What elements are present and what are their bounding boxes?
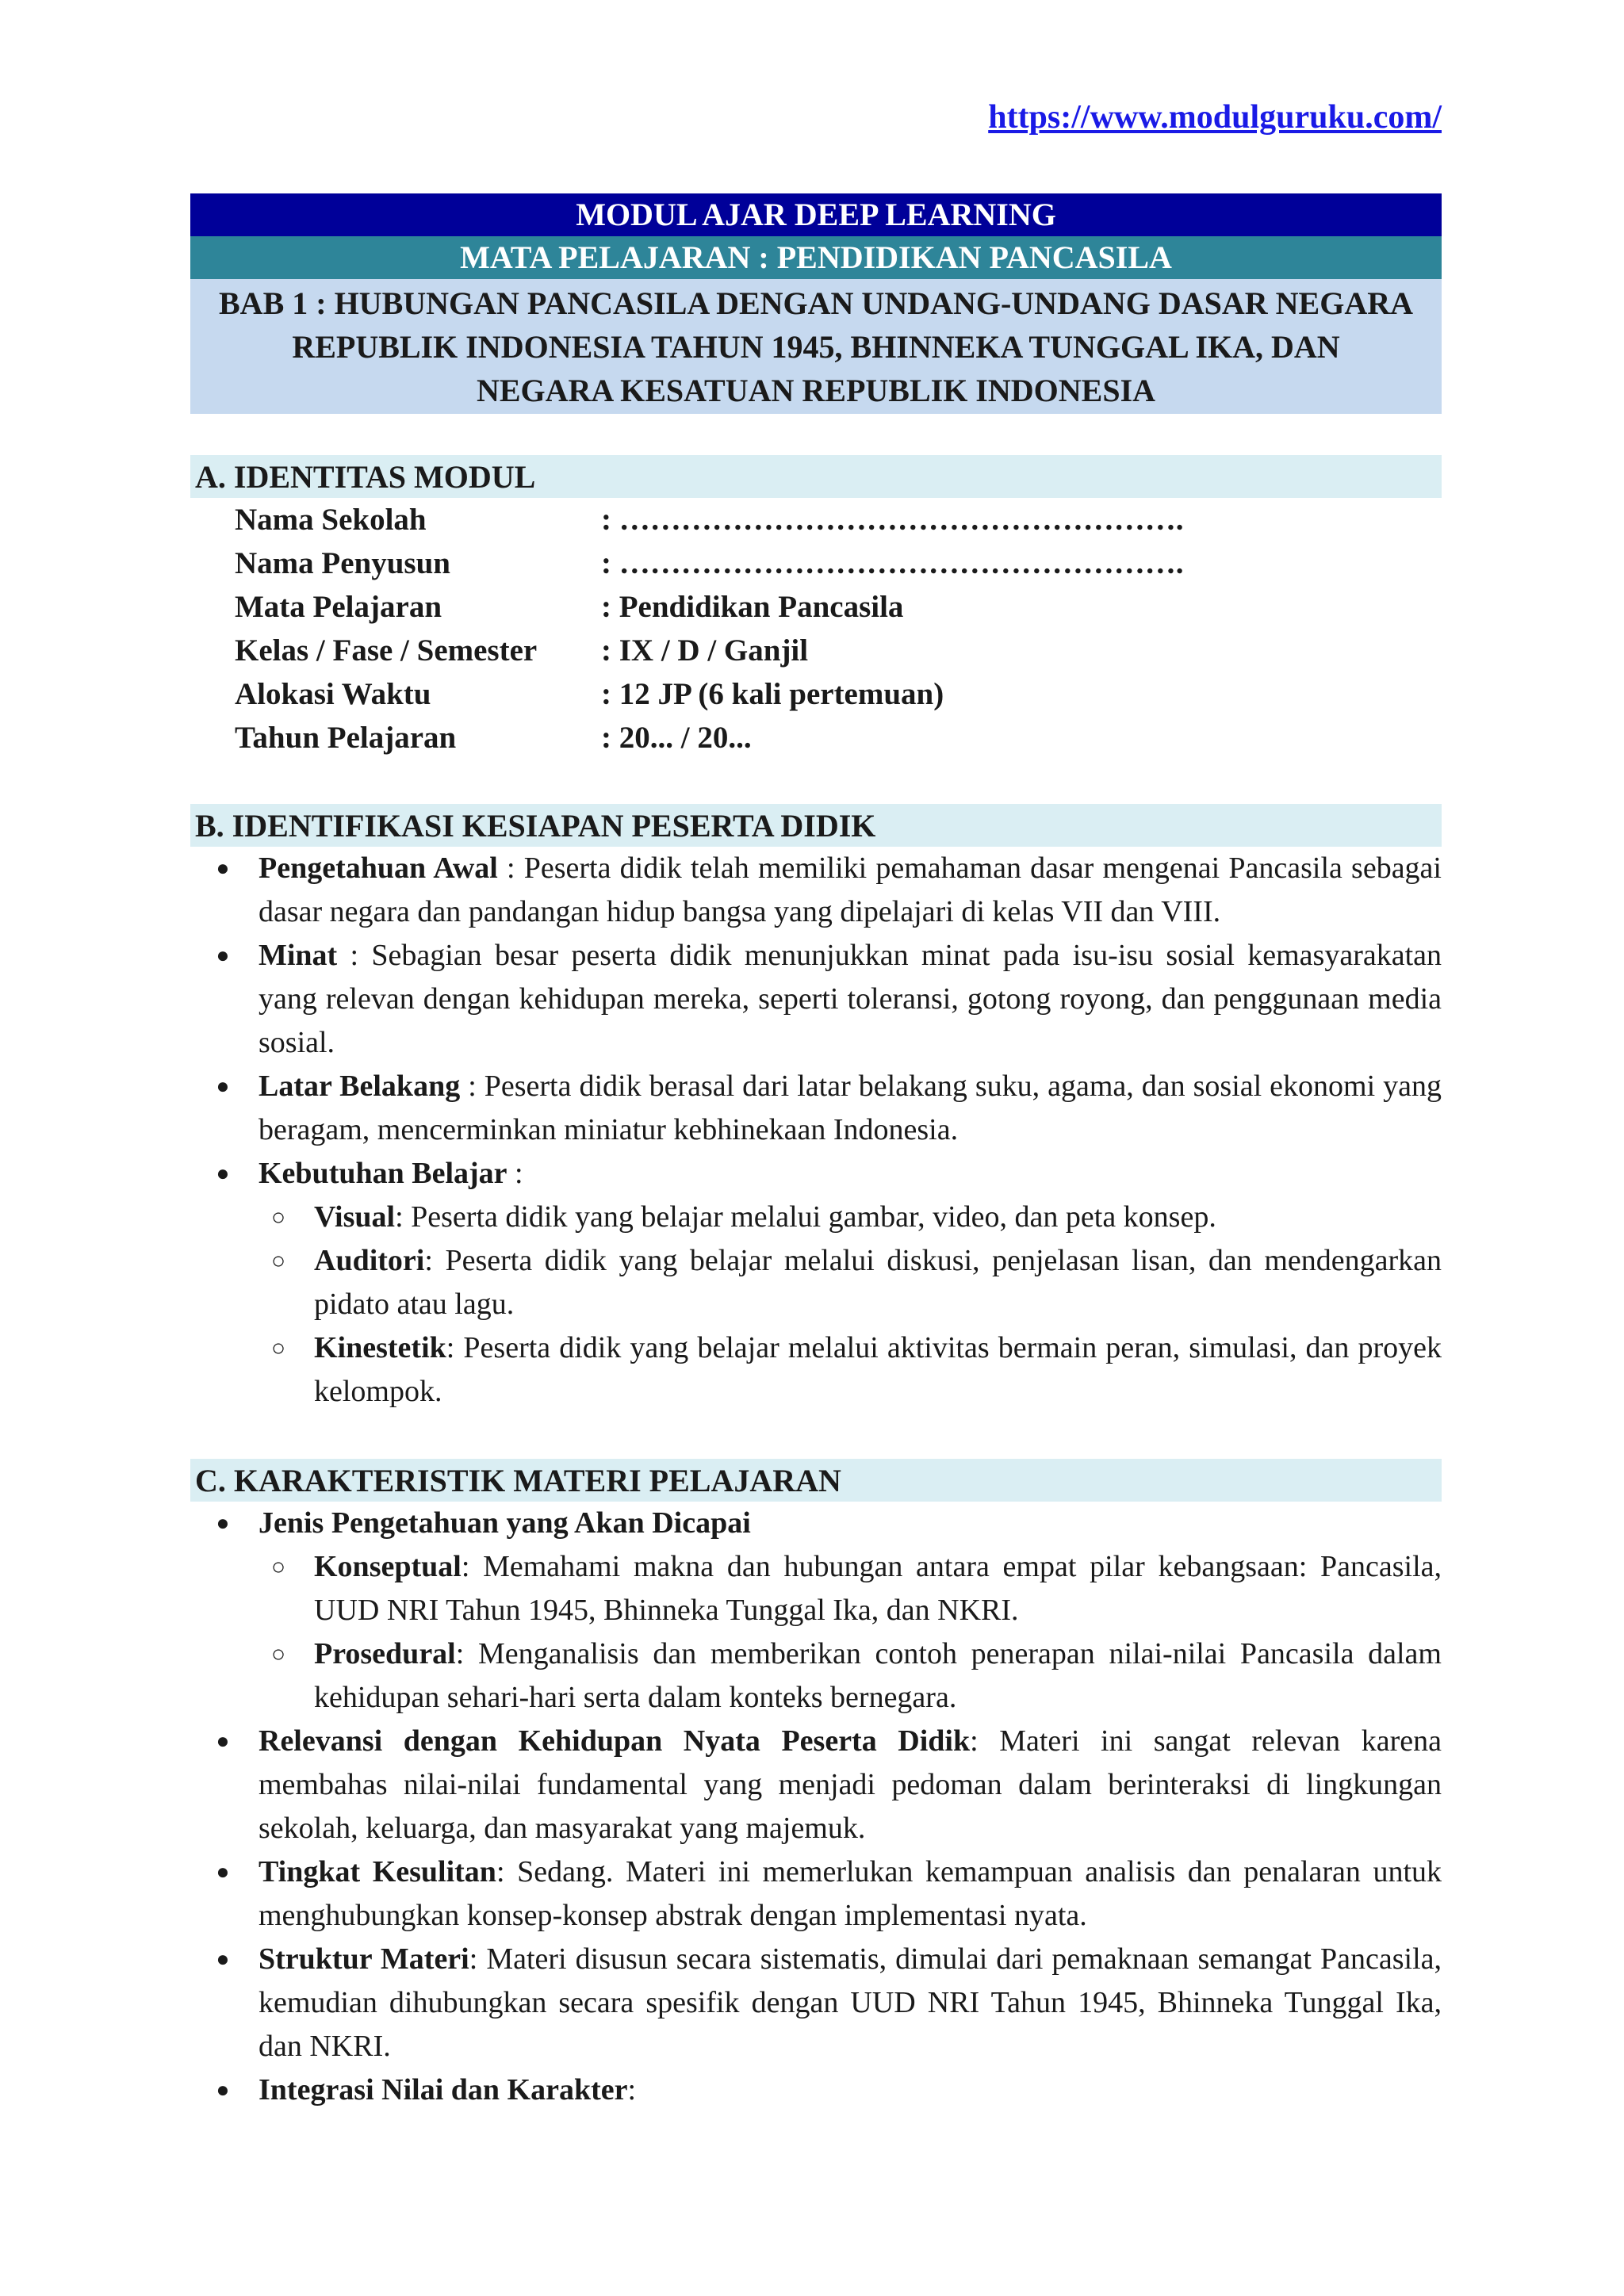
item-text: : — [627, 2073, 637, 2107]
chapter-title — [190, 279, 1442, 414]
identity-table — [235, 498, 1424, 760]
circle-bullet-icon: ○ — [270, 1641, 286, 1667]
section-a-title: A. IDENTITAS MODUL — [190, 455, 1442, 498]
item-term: Auditori — [314, 1244, 425, 1277]
item-term: Tingkat Kesulitan — [259, 1855, 496, 1888]
item-text: : Materi ini sangat relevan karena membahas nilai-nilai fundamental yang menjadi pedoman dalam berinteraksi di lingkungan sekolah, keluarga, dan masyarakat yang majemuk. — [259, 1724, 1442, 1845]
bullet-icon: ● — [216, 2078, 230, 2103]
identity-label: Nama Penyusun — [235, 546, 450, 580]
bullet-icon: ● — [216, 1511, 230, 1536]
sub-list-item — [190, 1239, 1442, 1326]
item-text: : Sebagian besar peserta didik menunjukkan minat pada isu-isu sosial kemasyarakatan yang relevan dengan kehidupan mereka, seperti toleransi, gotong royong, dan penggunaan media sosial. — [259, 939, 1442, 1059]
list-item — [190, 2068, 1442, 2112]
circle-bullet-icon: ○ — [270, 1335, 286, 1361]
item-term: Prosedural — [314, 1637, 456, 1670]
bullet-icon: ● — [216, 1729, 230, 1754]
list-item — [190, 1720, 1442, 1850]
module-title: MODUL AJAR DEEP LEARNING — [190, 193, 1442, 236]
item-text: : Peserta didik yang belajar melalui aktivitas bermain peran, simulasi, dan proyek kelompok. — [314, 1331, 1442, 1408]
identity-row — [235, 672, 1424, 716]
item-text: : Peserta didik berasal dari latar belakang suku, agama, dan sosial ekonomi yang beragam, mencerminkan miniatur kebhinekaan Indonesia. — [259, 1070, 1442, 1146]
list-item — [190, 1938, 1442, 2068]
chapter-line: REPUBLIK INDONESIA TAHUN 1945, BHINNEKA TUNGGAL IKA, DAN — [292, 329, 1340, 365]
identity-row — [235, 629, 1424, 672]
item-term: Pengetahuan Awal — [259, 851, 498, 885]
chapter-line: BAB 1 : HUBUNGAN PANCASILA DENGAN UNDANG-UNDANG DASAR NEGARA — [219, 285, 1413, 321]
identity-label: Kelas / Fase / Semester — [235, 633, 538, 668]
identity-label: Tahun Pelajaran — [235, 721, 457, 755]
bullet-icon: ● — [216, 856, 230, 881]
item-text: : Peserta didik telah memiliki pemahaman dasar mengenai Pancasila sebagai dasar negara dan pandangan hidup bangsa yang dipelajari di kelas VII dan VIII. — [259, 851, 1442, 928]
item-text: : Peserta didik yang belajar melalui gambar, video, dan peta konsep. — [395, 1200, 1216, 1234]
module-header — [190, 193, 1442, 414]
sub-list-item — [190, 1632, 1442, 1720]
circle-bullet-icon: ○ — [270, 1554, 286, 1580]
identity-value: : 12 JP (6 kali pertemuan) — [601, 677, 944, 711]
url-line — [190, 94, 1442, 141]
identity-label: Mata Pelajaran — [235, 590, 442, 624]
list-item — [190, 1850, 1442, 1938]
website-link[interactable]: https://www.modulguruku.com/ — [988, 99, 1442, 136]
identity-value: : 20... / 20... — [601, 721, 752, 755]
item-term: Kebutuhan Belajar — [259, 1157, 508, 1190]
identity-label: Alokasi Waktu — [235, 677, 431, 711]
item-text: : Memahami makna dan hubungan antara empat pilar kebangsaan: Pancasila, UUD NRI Tahun 1945, Bhinneka Tunggal Ika, dan NKRI. — [314, 1550, 1442, 1627]
item-term: Latar Belakang — [259, 1070, 461, 1103]
list-item — [190, 1502, 1442, 1545]
item-term: Konseptual — [314, 1550, 462, 1583]
circle-bullet-icon: ○ — [270, 1204, 286, 1230]
bullet-icon: ● — [216, 1161, 230, 1186]
bullet-icon: ● — [216, 1947, 230, 1972]
bullet-icon: ● — [216, 1074, 230, 1099]
identity-value: : ………………………………………………. — [601, 503, 1184, 537]
item-text: : Sedang. Materi ini memerlukan kemampuan analisis dan penalaran untuk menghubungkan konsep-konsep abstrak dengan implementasi nyata. — [259, 1855, 1442, 1932]
item-text: : Menganalisis dan memberikan contoh penerapan nilai-nilai Pancasila dalam kehidupan sehari-hari serta dalam konteks bernegara. — [314, 1637, 1442, 1714]
identity-value: : Pendidikan Pancasila — [601, 590, 904, 624]
identity-value: : ………………………………………………. — [601, 546, 1184, 580]
section-c-title: C. KARAKTERISTIK MATERI PELAJARAN — [190, 1459, 1442, 1502]
section-c-list — [190, 1502, 1442, 2112]
item-term: Relevansi dengan Kehidupan Nyata Peserta Didik — [259, 1724, 971, 1758]
circle-bullet-icon: ○ — [270, 1248, 286, 1274]
section-b-title: B. IDENTIFIKASI KESIAPAN PESERTA DIDIK — [190, 804, 1442, 847]
bullet-icon: ● — [216, 943, 230, 968]
item-term: Integrasi Nilai dan Karakter — [259, 2073, 628, 2107]
item-text: : — [507, 1157, 523, 1190]
subject-title: MATA PELAJARAN : PENDIDIKAN PANCASILA — [190, 236, 1442, 279]
identity-row — [235, 585, 1424, 629]
item-text: : Materi disusun secara sistematis, dimulai dari pemaknaan semangat Pancasila, kemudian dihubungkan secara spesifik dengan UUD NRI Tahun 1945, Bhinneka Tunggal Ika, dan NKRI. — [259, 1942, 1442, 2063]
list-item — [190, 934, 1442, 1065]
bullet-icon: ● — [216, 1860, 230, 1885]
chapter-line: NEGARA KESATUAN REPUBLIK INDONESIA — [476, 373, 1156, 408]
item-term: Kinestetik — [314, 1331, 446, 1364]
identity-row — [235, 541, 1424, 585]
item-term: Struktur Materi — [259, 1942, 469, 1976]
identity-label: Nama Sekolah — [235, 503, 427, 537]
identity-row — [235, 498, 1424, 541]
list-item — [190, 1152, 1442, 1196]
section-b-list — [190, 847, 1442, 1414]
identity-value: : IX / D / Ganjil — [601, 633, 809, 668]
item-term: Minat — [259, 939, 338, 972]
list-item — [190, 847, 1442, 934]
sub-list-item — [190, 1326, 1442, 1414]
identity-row — [235, 716, 1424, 760]
item-text: : Peserta didik yang belajar melalui diskusi, penjelasan lisan, dan mendengarkan pidato atau lagu. — [314, 1244, 1442, 1321]
item-term: Visual — [314, 1200, 396, 1234]
list-item — [190, 1065, 1442, 1152]
item-term: Jenis Pengetahuan yang Akan Dicapai — [259, 1506, 751, 1540]
sub-list-item — [190, 1545, 1442, 1632]
sub-list-item — [190, 1196, 1442, 1239]
